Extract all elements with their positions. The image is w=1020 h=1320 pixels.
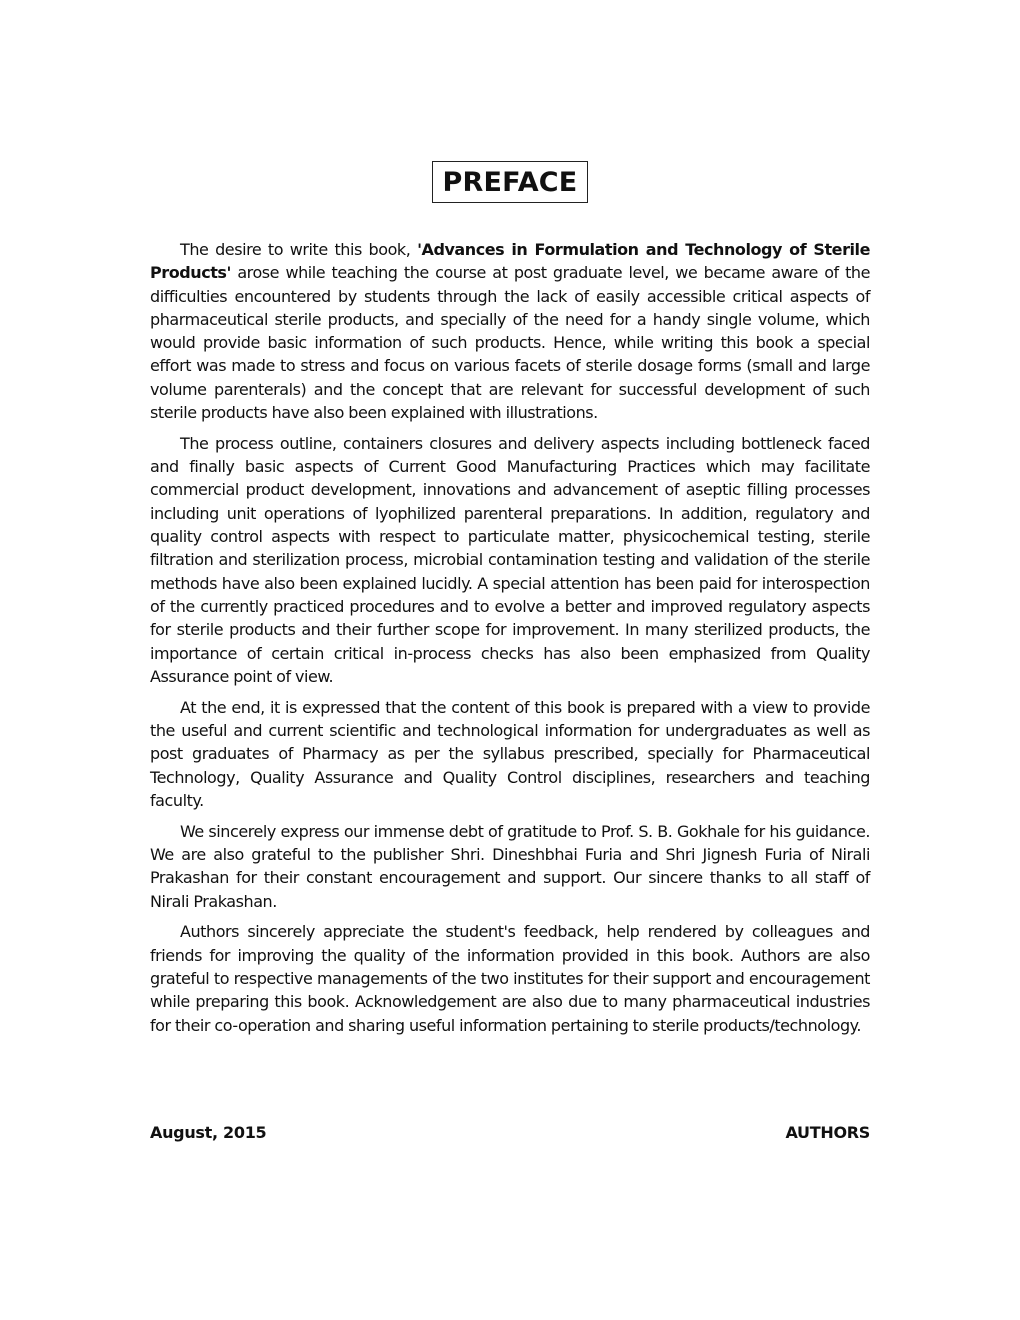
paragraph-1-lead: The desire to write this book, [180, 240, 418, 259]
footer-date: August, 2015 [150, 1123, 267, 1142]
paragraph-4: We sincerely express our immense debt of gratitude to Prof. S. B. Gokhale for his guidance. We are also grateful to the publisher Shri. Dineshbhai Furia and Shri Jignesh Furia of Nirali Prakashan for their constant encouragement and support. Our sincere thanks to all staff of Nirali Prakashan. [150, 821, 870, 911]
title-container [0, 161, 1020, 203]
paragraph-5: Authors sincerely appreciate the student's feedback, help rendered by colleagues and friends for improving the quality of the information provided in this book. Authors are also grateful to respective managements of the two institutes for their support and encouragement while preparing this book. Acknowledgement are also due to many pharmaceutical industries for their co-operation and sharing useful information pertaining to sterile products/technology. [150, 922, 870, 1035]
preface-body [150, 238, 870, 1044]
footer-row [150, 1122, 870, 1144]
paragraph-2: The process outline, containers closures and delivery aspects including bottleneck faced and finally basic aspects of Current Good Manufacturing Practices which may facilitate commercial product development, innovations and advancement of aseptic filling processes including unit operations of lyophilized parenteral preparations. In addition, regulatory and quality control aspects with respect to particulate matter, physicochemical testing, sterile filtration and sterilization process, microbial contamination testing and validation of the sterile methods have also been explained lucidly. A special attention has been paid for interospection of the currently practiced procedures and to evolve a better and improved regulatory aspects for sterile products and their further scope for improvement. In many sterilized products, the importance of certain critical in-process checks has also been emphasized from Quality Assurance point of view. [150, 433, 870, 686]
footer-signature: AUTHORS [785, 1123, 870, 1142]
book-title-bold: 'Advances in Formulation and Technology of Sterile Products' [150, 240, 870, 283]
paragraph-1 [150, 238, 870, 424]
page-title: PREFACE [432, 161, 589, 203]
paragraph-3: At the end, it is expressed that the content of this book is prepared with a view to provide the useful and current scientific and technological information for undergraduates as well as post graduates of Pharmacy as per the syllabus prescribed, specially for Pharmaceutical Technology, Quality Assurance and Quality Control disciplines, researchers and teaching faculty. [150, 697, 870, 810]
paragraph-1-rest: arose while teaching the course at post graduate level, we became aware of the difficulties encountered by students through the lack of easily accessible critical aspects of pharmaceutical sterile products, and specially of the need for a handy single volume, which would provide basic information of such products. Hence, while writing this book a special effort was made to stress and focus on various facets of sterile dosage forms (small and large volume parenterals) and the concept that are relevant for successful development of such sterile products have also been explained with illustrations. [150, 263, 870, 423]
